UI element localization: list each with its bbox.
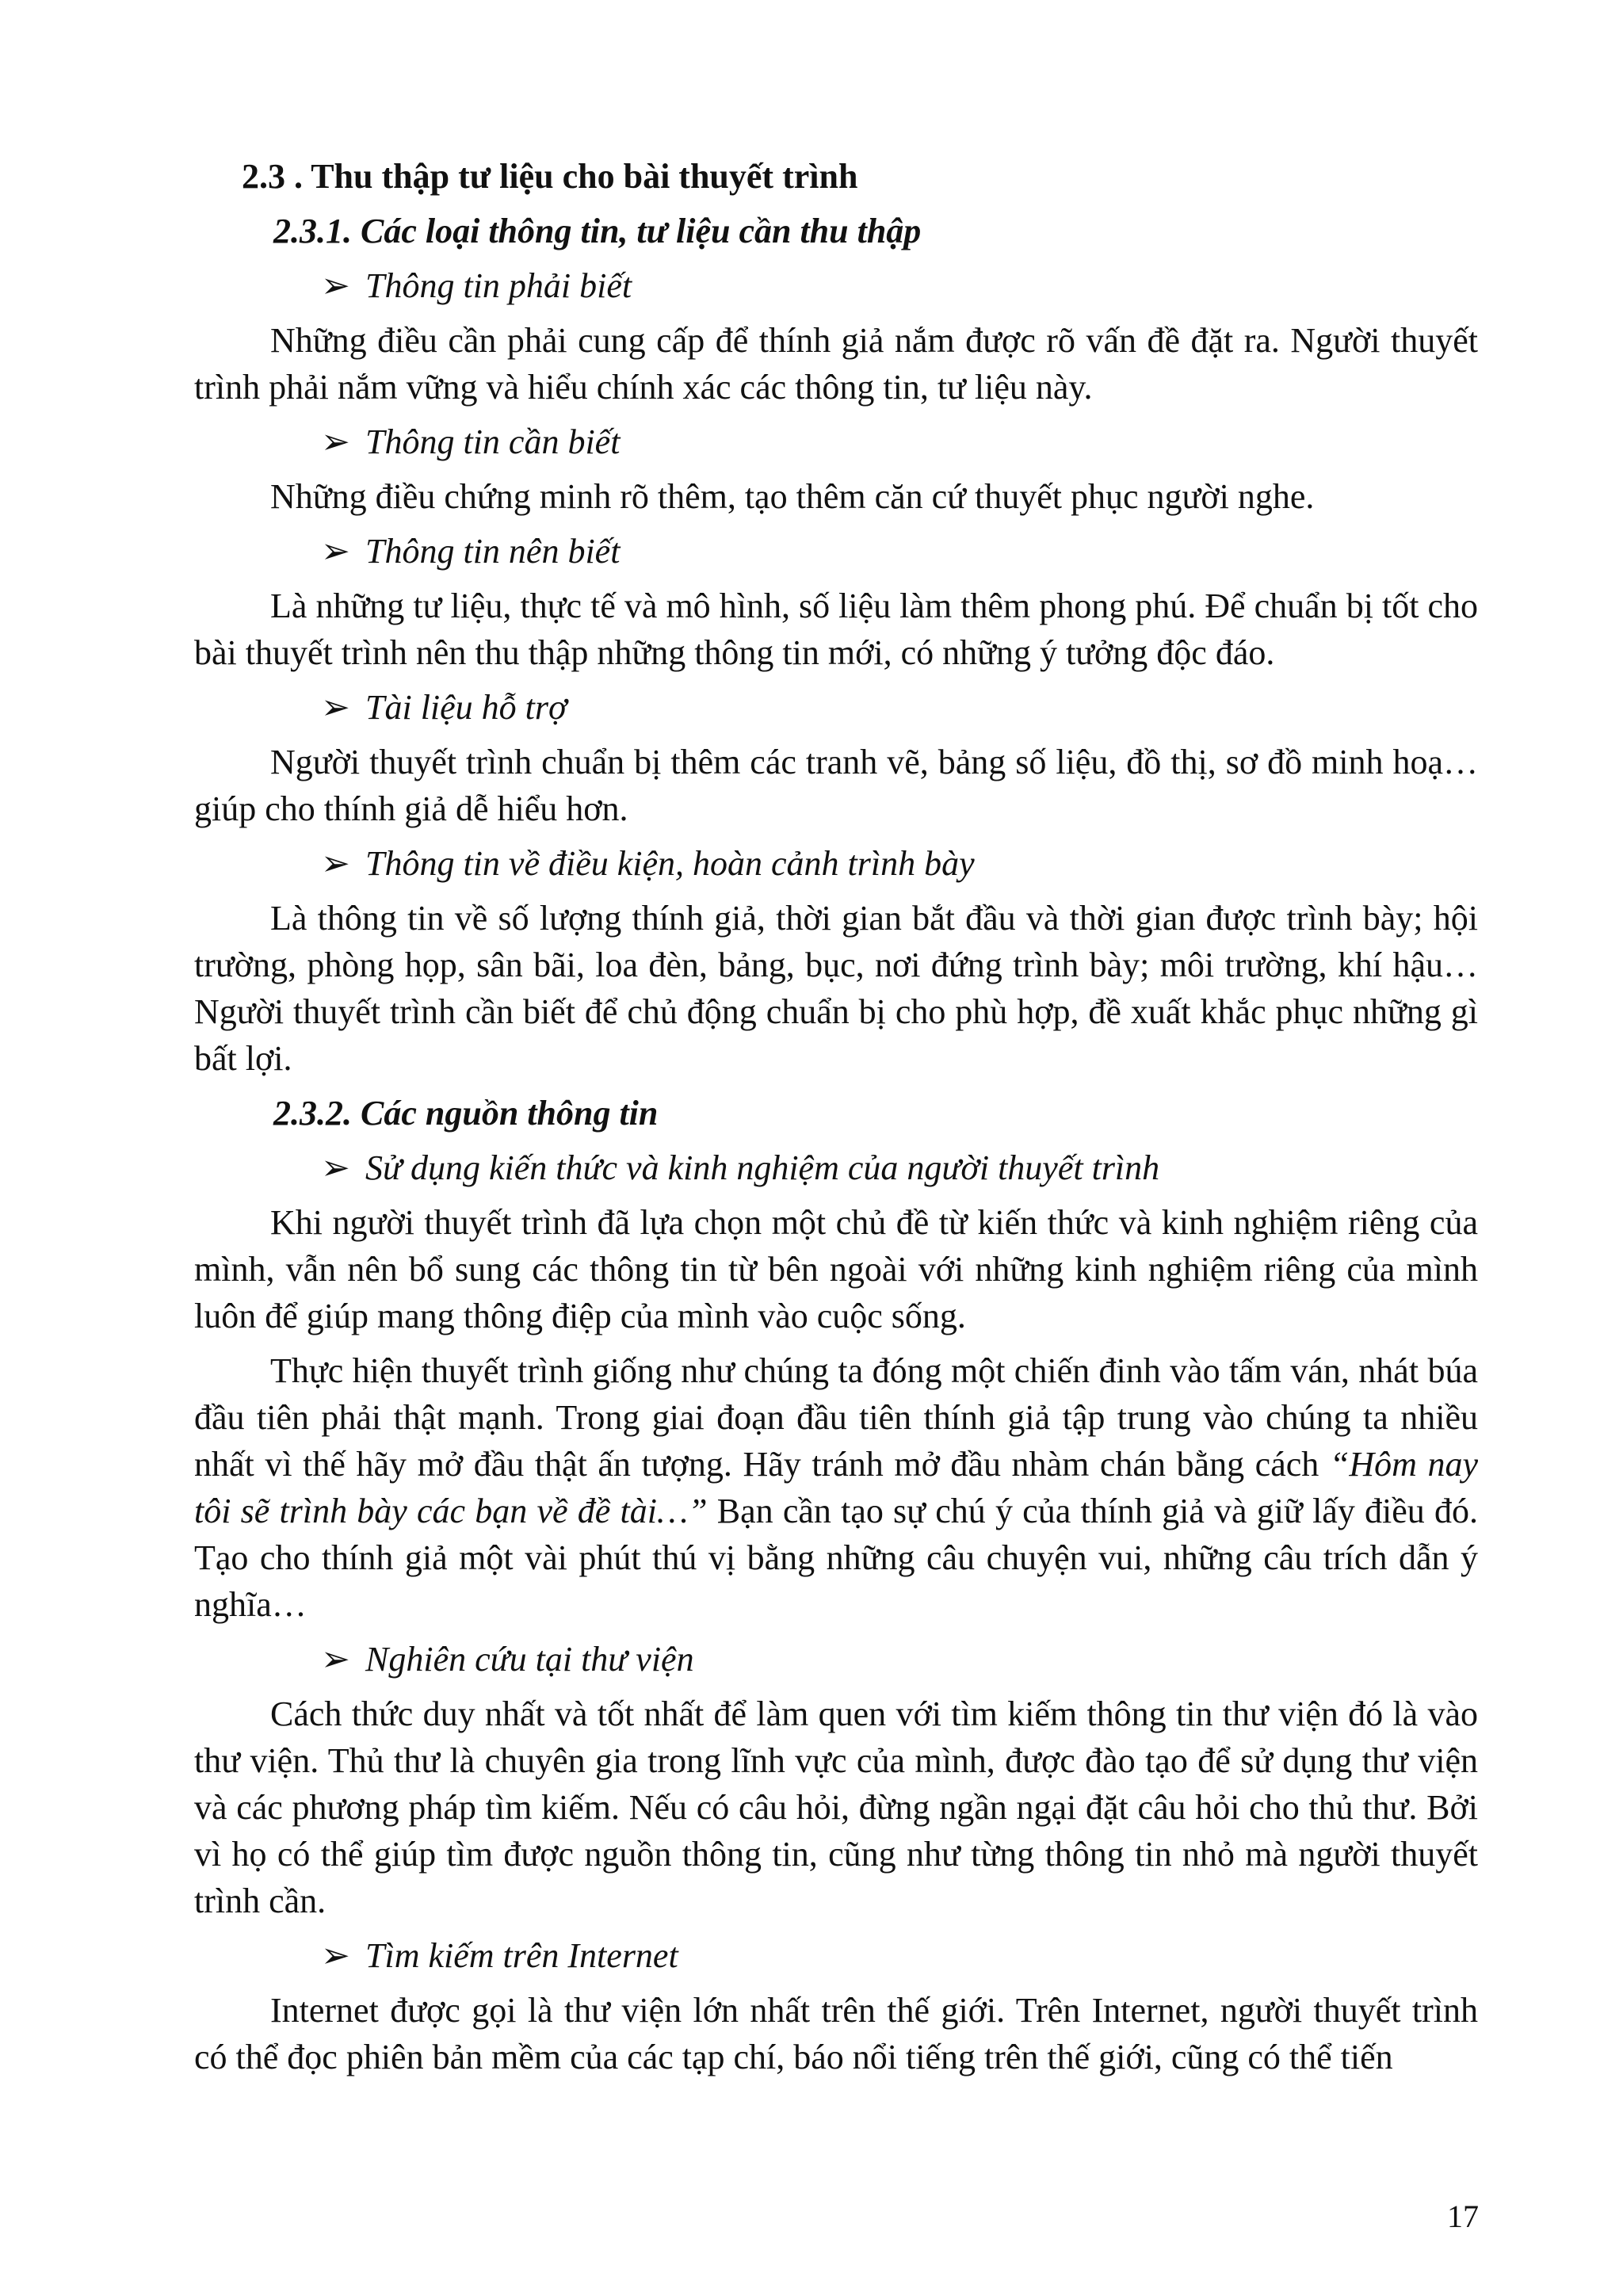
paragraph-own-knowledge: Khi người thuyết trình đã lựa chọn một chủ đề từ kiến thức và kinh nghiệm riêng của mình, vẫn nên bổ sung các thông tin từ bên ngoài với những kinh nghiệm riêng của mình luôn để giúp mang thông điệp của mình vào cuộc sống. <box>194 1203 1478 1335</box>
arrow-bullet-icon: ➢ <box>321 1640 350 1679</box>
arrow-bullet-icon: ➢ <box>321 844 350 883</box>
subsection-heading-information-types: 2.3.1. Các loại thông tin, tư liệu cần thu thập <box>273 212 922 250</box>
arrow-bullet-icon: ➢ <box>321 532 350 571</box>
bullet-need-know <box>321 418 1478 465</box>
paragraph-strong-opening <box>194 1347 1478 1628</box>
page-content <box>194 153 1478 2088</box>
bullet-label: Nghiên cứu tại thư viện <box>365 1640 694 1679</box>
paragraph-library-research: Cách thức duy nhất và tốt nhất để làm quen với tìm kiếm thông tin thư viện đó là vào thư viện. Thủ thư là chuyên gia trong lĩnh vực của mình, được đào tạo để sử dụng thư viện và các phương pháp tìm kiếm. Nếu có câu hỏi, đừng ngần ngại đặt câu hỏi cho thủ thư. Bởi vì họ có thể giúp tìm được nguồn thông tin, cũng như từng thông tin nhỏ mà người thuyết trình cần. <box>194 1694 1478 1920</box>
paragraph-should-know: Là những tư liệu, thực tế và mô hình, số liệu làm thêm phong phú. Để chuẩn bị tốt cho bài thuyết trình nên thu thập những thông tin mới, có những ý tưởng độc đáo. <box>194 586 1478 672</box>
paragraph-must-know: Những điều cần phải cung cấp để thính giả nắm được rõ vấn đề đặt ra. Người thuyết trình phải nắm vững và hiểu chính xác các thông tin, tư liệu này. <box>194 321 1478 407</box>
bullet-label: Tìm kiếm trên Internet <box>365 1936 678 1975</box>
arrow-bullet-icon: ➢ <box>321 1936 350 1975</box>
bullet-conditions <box>321 840 1478 887</box>
bullet-must-know <box>321 262 1478 309</box>
bullet-label: Thông tin về điều kiện, hoàn cảnh trình bày <box>365 844 975 883</box>
subsection-heading-information-sources: 2.3.2. Các nguồn thông tin <box>273 1094 659 1133</box>
arrow-bullet-icon: ➢ <box>321 688 350 727</box>
bullet-internet-search <box>321 1932 1478 1979</box>
page-number: 17 <box>1447 2199 1479 2234</box>
bullet-support-materials <box>321 684 1478 731</box>
bullet-label: Tài liệu hỗ trợ <box>365 688 567 727</box>
paragraph-internet-search: Internet được gọi là thư viện lớn nhất trên thế giới. Trên Internet, người thuyết trình có thể đọc phiên bản mềm của các tạp chí, báo nổi tiếng trên thế giới, cũng có thể tiến <box>194 1991 1478 2076</box>
bullet-label: Thông tin phải biết <box>365 266 632 305</box>
bullet-label: Thông tin cần biết <box>365 422 621 461</box>
arrow-bullet-icon: ➢ <box>321 266 350 305</box>
bullet-library-research <box>321 1636 1478 1683</box>
arrow-bullet-icon: ➢ <box>321 422 350 461</box>
paragraph-text: Thực hiện thuyết trình giống như chúng ta đóng một chiến đinh vào tấm ván, nhát búa đầu tiên phải thật mạnh. Trong giai đoạn đầu tiên thính giả tập trung vào chúng ta nhiều nhất vì thế hãy mở đầu thật ấn tượng. Hãy tránh mở đầu nhàm chán bằng cách <box>194 1351 1478 1484</box>
paragraph-conditions: Là thông tin về số lượng thính giả, thời gian bắt đầu và thời gian được trình bày; hội trường, phòng họp, sân bãi, loa đèn, bảng, bục, nơi đứng trình bày; môi trường, khí hậu… Người thuyết trình cần biết để chủ động chuẩn bị cho phù hợp, đề xuất khắc phục những gì bất lợi. <box>194 899 1478 1078</box>
bullet-label: Sử dụng kiến thức và kinh nghiệm của người thuyết trình <box>365 1148 1160 1187</box>
quoted-opening-example: “Hôm nay tôi sẽ trình bày các bạn về đề tài…” <box>194 1445 1478 1530</box>
paragraph-text: Bạn cần tạo sự chú ý của thính giả và giữ lấy điều đó. Tạo cho thính giả một vài phút thú vị bằng những câu chuyện vui, những câu trích dẫn ý nghĩa… <box>194 1492 1478 1624</box>
bullet-label: Thông tin nên biết <box>365 532 621 571</box>
paragraph-support-materials: Người thuyết trình chuẩn bị thêm các tranh vẽ, bảng số liệu, đồ thị, sơ đồ minh hoạ… giúp cho thính giả dễ hiểu hơn. <box>194 743 1478 828</box>
bullet-own-knowledge <box>321 1144 1478 1191</box>
paragraph-need-know: Những điều chứng minh rõ thêm, tạo thêm căn cứ thuyết phục người nghe. <box>270 477 1315 516</box>
bullet-should-know <box>321 528 1478 575</box>
arrow-bullet-icon: ➢ <box>321 1148 350 1187</box>
section-heading: 2.3 . Thu thập tư liệu cho bài thuyết trình <box>242 157 858 196</box>
